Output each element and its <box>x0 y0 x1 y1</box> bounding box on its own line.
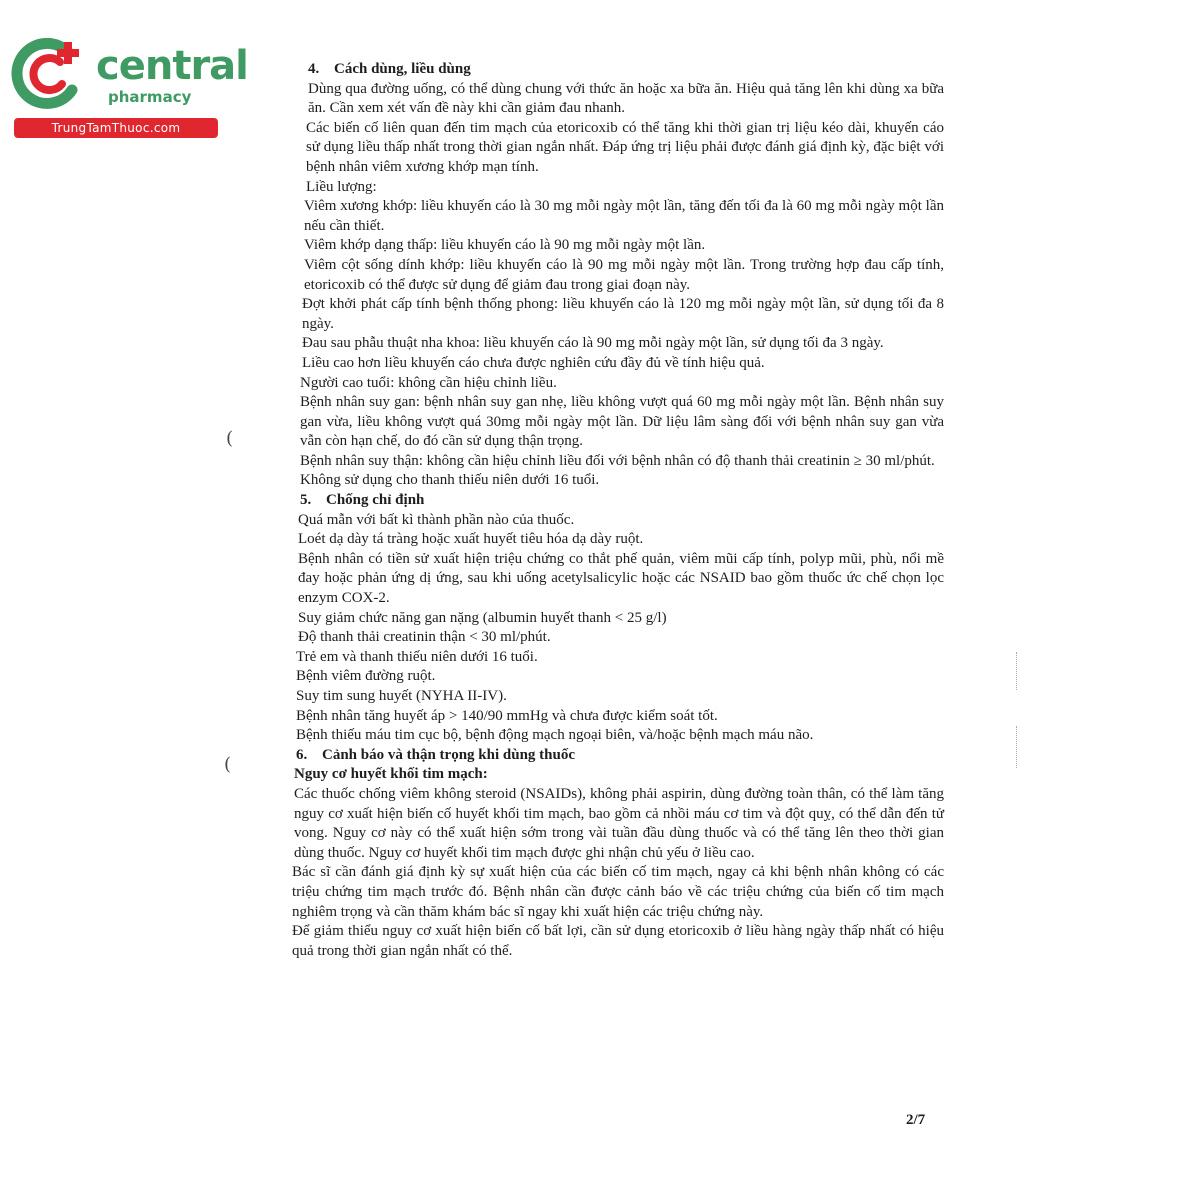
document-body <box>292 60 944 961</box>
left-bracket-mark: ( <box>226 428 234 449</box>
paragraph: Bệnh viêm đường ruột. <box>296 668 436 685</box>
paragraph: Bệnh nhân suy gan: bệnh nhân suy gan nhẹ, liều không vượt quá 60 mg mỗi ngày một lần. Bệnh nhân suy gan vừa, liều không vượt quá 30mg mỗi ngày một lần. Dữ liệu lâm sàng đối với bệnh nhân suy gan vừa vẫn còn hạn chế, do đó cần sử dụng thận trọng. <box>300 394 944 450</box>
paragraph: Không sử dụng cho thanh thiếu niên dưới 16 tuổi. <box>300 472 600 489</box>
paragraph: Liều lượng: <box>306 178 377 195</box>
paragraph: Trẻ em và thanh thiếu niên dưới 16 tuổi. <box>296 648 538 665</box>
section-title: Cảnh báo và thận trọng khi dùng thuốc <box>322 746 576 763</box>
paragraph: Người cao tuổi: không cần hiệu chỉnh liều. <box>300 374 557 391</box>
section-number: 4. <box>308 61 320 77</box>
subsection-title: Nguy cơ huyết khối tim mạch: <box>294 766 488 783</box>
paragraph: Suy giảm chức năng gan nặng (albumin huyết thanh < 25 g/l) <box>298 609 667 626</box>
logo-c-cross-icon <box>10 38 90 110</box>
margin-scribble <box>1016 726 1019 768</box>
logo-subtitle: pharmacy <box>108 88 192 106</box>
section-heading-6 <box>296 746 944 766</box>
section-title: Cách dùng, liều dùng <box>334 61 471 77</box>
paragraph: Bác sĩ cần đánh giá định kỳ sự xuất hiện của các biến cố tim mạch, ngay cả khi bệnh nhân không có các triệu chứng tim mạch trước đó. Bệnh nhân cần được cảnh báo về các triệu chứng của biến cố tim mạch nghiêm trọng và cần thăm khám bác sĩ ngay khi xuất hiện các triệu chứng này. <box>292 864 944 920</box>
paragraph: Bệnh thiếu máu tim cục bộ, bệnh động mạch ngoại biên, và/hoặc bệnh mạch máu não. <box>296 727 814 744</box>
section-heading-5 <box>300 491 944 511</box>
left-bracket-mark: ( <box>224 754 232 775</box>
paragraph: Suy tim sung huyết (NYHA II-IV). <box>296 688 507 704</box>
central-pharmacy-logo <box>8 36 248 141</box>
paragraph: Dùng qua đường uống, có thể dùng chung với thức ăn hoặc xa bữa ăn. Hiệu quả tăng lên khi dùng xa bữa ăn. Cần xem xét vấn đề này khi cần giảm đau nhanh. <box>308 80 944 117</box>
paragraph: Các biến cố liên quan đến tim mạch của etoricoxib có thể tăng khi thời gian trị liệu kéo dài, khuyến cáo sử dụng liều thấp nhất trong thời gian ngắn nhất. Đáp ứng trị liệu phải được đánh giá định kỳ, đặc biệt với bệnh nhân viêm xương khớp mạn tính. <box>306 119 944 175</box>
paragraph: Các thuốc chống viêm không steroid (NSAIDs), không phải aspirin, dùng đường toàn thân, có thể làm tăng nguy cơ xuất hiện biến cố huyết khối tim mạch, bao gồm cả nhồi máu cơ tim và đột quỵ, có thể dẫn đến tử vong. Nguy cơ này có thể xuất hiện sớm trong vài tuần đầu dùng thuốc và có thể tăng lên theo thời gian dùng thuốc. Nguy cơ huyết khối tim mạch được ghi nhận chủ yếu ở liều cao. <box>294 785 944 861</box>
paragraph: Loét dạ dày tá tràng hoặc xuất huyết tiêu hóa dạ dày ruột. <box>298 531 644 548</box>
section-number: 6. <box>296 746 308 763</box>
margin-scribble <box>1016 652 1019 690</box>
page-number: 2/7 <box>906 1112 926 1128</box>
section-heading-4 <box>308 60 944 80</box>
paragraph: Độ thanh thải creatinin thận < 30 ml/phút. <box>298 629 551 646</box>
paragraph: Bệnh nhân suy thận: không cần hiệu chỉnh liều đối với bệnh nhân có độ thanh thải creatinin ≥ 30 ml/phút. <box>300 452 935 469</box>
paragraph: Liều cao hơn liều khuyến cáo chưa được nghiên cứu đầy đủ về tính hiệu quả. <box>302 354 765 371</box>
paragraph: Viêm khớp dạng thấp: liều khuyến cáo là 90 mg mỗi ngày một lần. <box>304 237 706 254</box>
paragraph: Đợt khởi phát cấp tính bệnh thống phong: liều khuyến cáo là 120 mg mỗi ngày một lần, sử dụng tối đa 8 ngày. <box>302 296 944 332</box>
paragraph: Viêm cột sống dính khớp: liều khuyến cáo là 90 mg mỗi ngày một lần. Trong trường hợp đau cấp tính, etoricoxib có thể được sử dụng để giảm đau trong giai đoạn này. <box>304 256 944 293</box>
paragraph: Đau sau phẫu thuật nha khoa: liều khuyến cáo là 90 mg mỗi ngày một lần, sử dụng tối đa 3 ngày. <box>302 335 884 352</box>
paragraph: Để giảm thiểu nguy cơ xuất hiện biến cố bất lợi, cần sử dụng etoricoxib ở liều hàng ngày thấp nhất có hiệu quả trong thời gian ngắn nhất có thể. <box>292 923 944 959</box>
logo-url-banner: TrungTamThuoc.com <box>14 118 218 138</box>
paragraph: Bệnh nhân tăng huyết áp > 140/90 mmHg và chưa được kiểm soát tốt. <box>296 707 718 724</box>
paragraph: Viêm xương khớp: liều khuyến cáo là 30 mg mỗi ngày một lần, tăng đến tối đa là 60 mg mỗi ngày một lần nếu cần thiết. <box>304 198 944 234</box>
logo-wordmark: central <box>96 43 248 89</box>
paragraph: Quá mẫn với bất kì thành phần nào của thuốc. <box>298 511 575 528</box>
paragraph: Bệnh nhân có tiền sử xuất hiện triệu chứng co thắt phế quản, viêm mũi cấp tính, polyp mũi, phù, nổi mề đay hoặc phản ứng dị ứng, sau khi uống acetylsalicylic hoặc các NSAID bao gồm thuốc ức chế chọn lọc enzym COX-2. <box>298 550 944 607</box>
section-title: Chống chỉ định <box>326 492 425 509</box>
section-number: 5. <box>300 492 312 509</box>
